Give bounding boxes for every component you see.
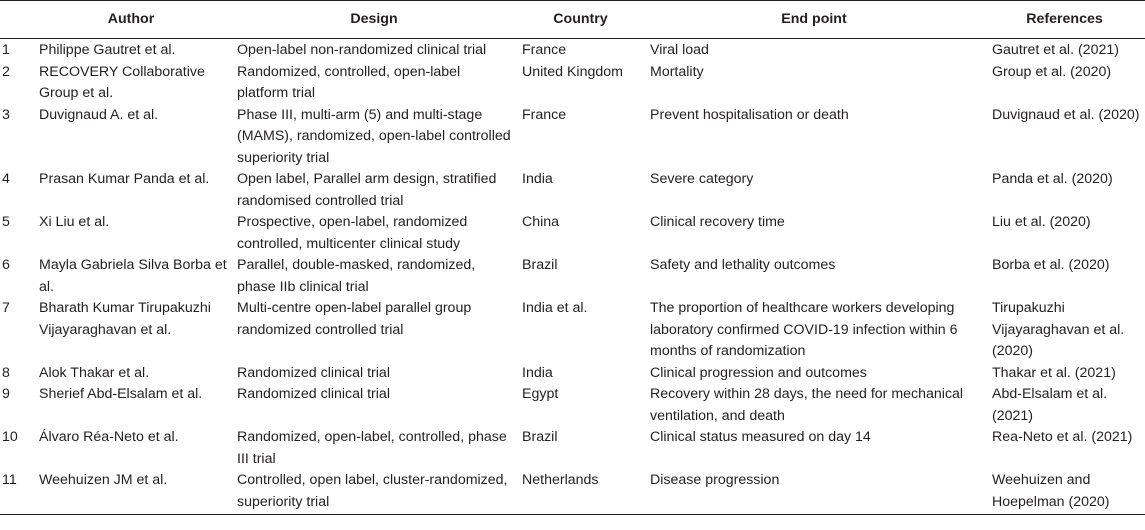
cell-country: Netherlands <box>522 472 599 488</box>
cell-author: Prasan Kumar Panda et al. <box>39 171 210 187</box>
cell-num: 2 <box>2 63 10 80</box>
cell-country: India <box>522 364 553 381</box>
cell-country: India et al. <box>522 300 588 316</box>
cell-endpoint: The proportion of healthcare workers developing laboratory confirmed COVID-19 infection within 6 months of randomization <box>650 300 958 359</box>
cell-country: Egypt <box>522 386 559 402</box>
cell-author: Philippe Gautret et al. <box>39 42 176 58</box>
cell-references: Liu et al. (2020) <box>992 214 1091 230</box>
cell-design: Randomized clinical trial <box>237 386 390 402</box>
cell-num: 8 <box>2 364 10 381</box>
table-row <box>0 384 1145 427</box>
table-row <box>0 212 1145 255</box>
table-row <box>0 39 1145 62</box>
cell-author: RECOVERY Collaborative Group et al. <box>39 63 205 101</box>
header-design: Design <box>350 10 398 27</box>
cell-references: Weehuizen and Hoepelman (2020) <box>992 472 1110 510</box>
cell-num: 11 <box>2 472 17 488</box>
cell-country: United Kingdom <box>522 63 623 80</box>
header-endpoint: End point <box>781 10 847 27</box>
cell-country: Brazil <box>522 429 558 445</box>
cell-design: Open label, Parallel arm design, stratified randomised controlled trial <box>237 171 497 209</box>
cell-author: Bharath Kumar Tirupakuzhi Vijayaraghavan et al. <box>39 300 211 338</box>
cell-author: Sherief Abd-Elsalam et al. <box>39 386 203 402</box>
cell-num: 1 <box>2 42 10 58</box>
table-row <box>0 169 1145 212</box>
cell-endpoint: Safety and lethality outcomes <box>650 257 836 273</box>
cell-design: Parallel, double-masked, randomized, phase IIb clinical trial <box>237 257 476 295</box>
cell-country: Brazil <box>522 257 558 273</box>
cell-country: France <box>522 42 567 58</box>
cell-design: Open-label non-randomized clinical trial <box>237 42 487 58</box>
header-references: References <box>1026 10 1103 27</box>
table-row <box>0 62 1145 105</box>
cell-design: Prospective, open-label, randomized controlled, multicenter clinical study <box>237 214 468 252</box>
cell-author: Alok Thakar et al. <box>39 364 150 381</box>
cell-endpoint: Clinical status measured on day 14 <box>650 429 871 445</box>
cell-num: 5 <box>2 214 10 230</box>
cell-author: Álvaro Réa-Neto et al. <box>39 429 179 445</box>
cell-author: Weehuizen JM et al. <box>39 472 168 488</box>
cell-num: 4 <box>2 171 10 187</box>
cell-endpoint: Recovery within 28 days, the need for mechanical ventilation, and death <box>650 386 964 424</box>
cell-endpoint: Viral load <box>650 42 709 58</box>
table-body <box>0 39 1145 515</box>
cell-num: 7 <box>2 300 10 316</box>
table-row <box>0 470 1145 515</box>
table-header <box>0 1 1145 39</box>
table-row <box>0 298 1145 363</box>
cell-references: Tirupakuzhi Vijayaraghavan et al. (2020) <box>992 300 1125 359</box>
cell-country: France <box>522 106 567 123</box>
table-row <box>0 255 1145 298</box>
cell-references: Thakar et al. (2021) <box>992 364 1116 381</box>
cell-author: Duvignaud A. et al. <box>39 106 159 123</box>
header-row <box>0 1 1145 39</box>
cell-design: Multi-centre open-label parallel group randomized controlled trial <box>237 300 472 338</box>
header-num <box>0 1 31 39</box>
cell-endpoint: Clinical progression and outcomes <box>650 364 867 381</box>
cell-endpoint: Severe category <box>650 171 754 187</box>
cell-num: 6 <box>2 257 10 273</box>
table-row <box>0 363 1145 385</box>
cell-num: 9 <box>2 386 10 402</box>
cell-endpoint: Disease progression <box>650 472 780 488</box>
cell-author: Mayla Gabriela Silva Borba et al. <box>39 257 227 295</box>
cell-design: Randomized, open-label, controlled, phase III trial <box>237 429 507 467</box>
cell-country: China <box>522 214 560 230</box>
cell-num: 3 <box>2 106 10 123</box>
cell-references: Abd-Elsalam et al. (2021) <box>992 386 1108 424</box>
cell-references: Duvignaud et al. (2020) <box>992 106 1140 123</box>
cell-references: Group et al. (2020) <box>992 63 1112 80</box>
cell-references: Borba et al. (2020) <box>992 257 1110 273</box>
table-row <box>0 105 1145 170</box>
cell-design: Randomized clinical trial <box>237 364 390 381</box>
cell-num: 10 <box>2 429 18 445</box>
cell-design: Controlled, open label, cluster-randomized, superiority trial <box>237 472 508 510</box>
header-country: Country <box>553 10 608 27</box>
table-row <box>0 427 1145 470</box>
cell-design: Phase III, multi-arm (5) and multi-stage (MAMS), randomized, open-label controlled superiority trial <box>237 106 511 166</box>
cell-author: Xi Liu et al. <box>39 214 110 230</box>
cell-design: Randomized, controlled, open-label platform trial <box>237 63 461 101</box>
cell-endpoint: Mortality <box>650 63 704 80</box>
cell-references: Gautret et al. (2021) <box>992 42 1119 58</box>
cell-country: India <box>522 171 553 187</box>
cell-endpoint: Prevent hospitalisation or death <box>650 106 849 123</box>
cell-endpoint: Clinical recovery time <box>650 214 785 230</box>
cell-references: Rea-Neto et al. (2021) <box>992 429 1133 445</box>
header-author: Author <box>107 10 155 27</box>
cell-references: Panda et al. (2020) <box>992 171 1113 187</box>
